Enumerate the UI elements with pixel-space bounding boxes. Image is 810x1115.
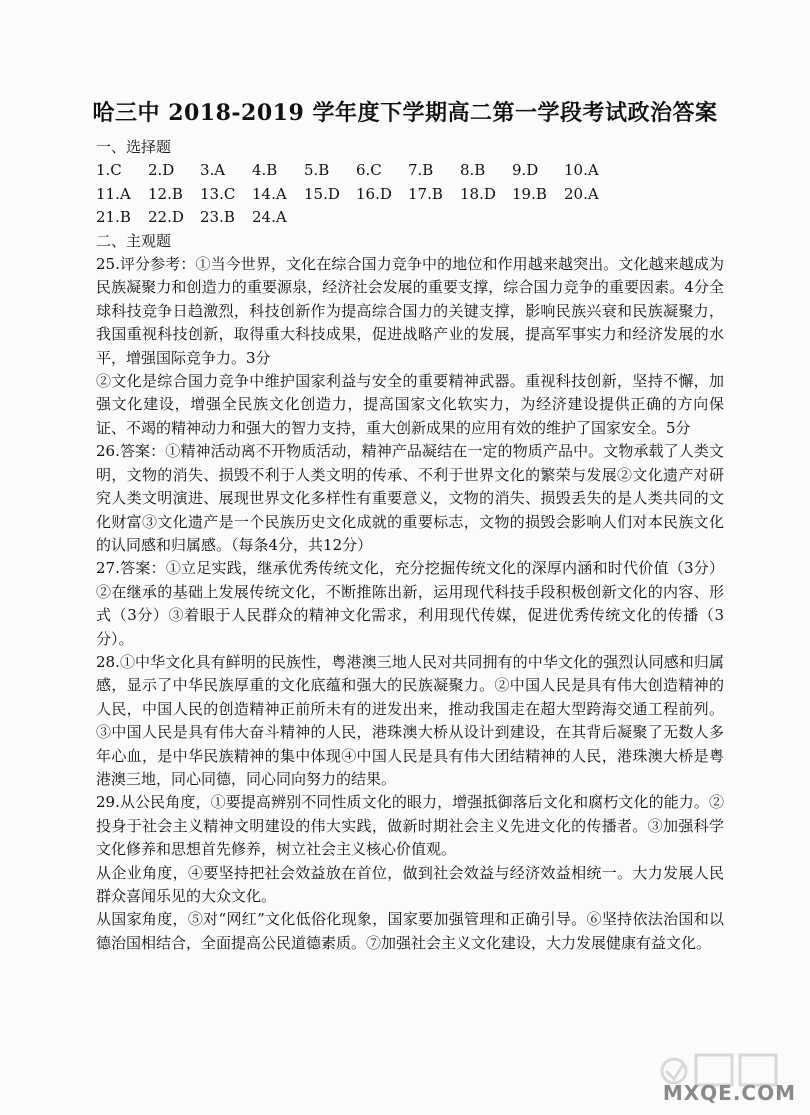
answer-item: 14.A — [252, 184, 287, 203]
answer-item: 4.B — [252, 161, 278, 180]
answer-paragraph-27: 27.答案：①立足实践，继承优秀传统文化，充分挖掘传统文化的深厚内涵和时代价值（3分）②在继承的基础上发展传统文化，不断推陈出新，运用现代科技手段积极创新文化的内容、形式（3分）③着眼于人民群众的精神文化需求，利用现代传媒，促进优秀传统文化的传播（3分）。 — [96, 559, 724, 648]
answer-item: 20.A — [564, 184, 599, 203]
answer-row — [96, 159, 724, 182]
answer-item: 11.A — [96, 184, 131, 203]
answer-paragraph-28: 28.①中华文化具有鲜明的民族性，粤港澳三地人民对共同拥有的中华文化的强烈认同感和归属感，显示了中华民族厚重的文化底蕴和强大的民族凝聚力。②中国人民是具有伟大创造精神的人民，中国人民的创造精神正前所未有的迸发出来，推动我国走在超大型跨海交通工程前列。③中国人民是具有伟大奋斗精神的人民，港珠澳大桥从设计到建设，在其背后凝聚了无数人多年心血，是中华民族精神的集中体现④中国人民是具有伟大团结精神的人民，港珠澳大桥是粤港澳三地，同心同德，同心同向努力的结果。 — [96, 652, 724, 788]
answer-item: 16.D — [356, 184, 392, 203]
answer-item: 6.C — [356, 161, 382, 180]
watermark-site-text: MXQE.COM — [662, 1081, 796, 1105]
content-body — [96, 136, 724, 955]
answer-item: 1.C — [96, 161, 122, 180]
answer-row — [96, 206, 724, 229]
answer-item: 8.B — [460, 161, 486, 180]
section-heading-subjective: 二、主观题 — [96, 231, 172, 250]
answer-item: 18.D — [460, 184, 496, 203]
answer-paragraph-25-part2: ②文化是综合国力竞争中维护国家利益与安全的重要精神武器。重视科技创新，坚持不懈，加强文化建设，增强全民族文化创造力，提高国家文化软实力，为经济建设提供正确的方向保证、不竭的精神动力和强大的智力支持，重大创新成果的应用有效的维护了国家安全。5分 — [96, 372, 724, 437]
answer-item: 3.A — [200, 161, 226, 180]
answer-paragraph-29-state: 从国家角度，⑤对“网红”文化低俗化现象，国家要加强管理和正确引导。⑥坚持依法治国和以德治国相结合，全面提高公民道德素质。⑦加强社会主义文化建设，大力发展健康有益文化。 — [96, 910, 724, 952]
answer-item: 23.B — [200, 208, 235, 227]
answer-item: 10.A — [564, 161, 599, 180]
answer-item: 19.B — [512, 184, 547, 203]
answer-row — [96, 183, 724, 206]
answer-paragraph-29-enterprise: 从企业角度，④要坚持把社会效益放在首位，做到社会效益与经济效益相统一。大力发展人民群众喜闻乐见的大众文化。 — [96, 863, 724, 905]
answer-item: 9.D — [512, 161, 539, 180]
answer-item: 24.A — [252, 208, 287, 227]
answer-item: 17.B — [408, 184, 443, 203]
answer-paragraph-26: 26.答案：①精神活动离不开物质活动，精神产品凝结在一定的物质产品中。文物承载了人类文明，文物的消失、损毁不利于人类文明的传承、不利于世界文化的繁荣与发展②文化遗产对研究人类文明演进、展现世界文化多样性有重要意义，文物的消失、损毁丢失的是人类共同的文化财富③文化遗产是一个民族历史文化成就的重要标志，文物的损毁会影响人们对本民族文化的认同感和归属感。（每条4分，共12分） — [96, 442, 724, 554]
section-heading-choice: 一、选择题 — [96, 138, 172, 156]
answer-item: 12.B — [148, 184, 183, 203]
answer-item: 2.D — [148, 161, 175, 180]
answer-item: 22.D — [148, 208, 184, 227]
page-title: 哈三中 2018-2019 学年度下学期高二第一学段考试政治答案 — [92, 100, 718, 126]
answer-item: 21.B — [96, 208, 131, 227]
answer-item: 13.C — [200, 184, 236, 203]
answer-item: 15.D — [304, 184, 340, 203]
answer-paragraph-25-part1: 25.评分参考：①当今世界，文化在综合国力竞争中的地位和作用越来越突出。文化越来越成为民族凝聚力和创造力的重要源泉，经济社会发展的重要支撑，综合国力竞争的重要因素。4分全球科技竞争日趋激烈，科技创新作为提高综合国力的关键支撑，影响民族兴衰和民族凝聚力，我国重视科技创新，取得重大科技成果，促进战略产业的发展，提高军事实力和经济发展的水平，增强国际竞争力。3分 — [96, 255, 724, 367]
answer-item: 5.B — [304, 161, 330, 180]
answer-paragraph-29-citizen: 29.从公民角度，①要提高辨别不同性质文化的眼力，增强抵御落后文化和腐朽文化的能力。②投身于社会主义精神文明建设的伟大实践，做新时期社会主义先进文化的传播者。③加强科学文化修养和思想首先修养，树立社会主义核心价值观。 — [96, 793, 724, 859]
answer-item: 7.B — [408, 161, 434, 180]
